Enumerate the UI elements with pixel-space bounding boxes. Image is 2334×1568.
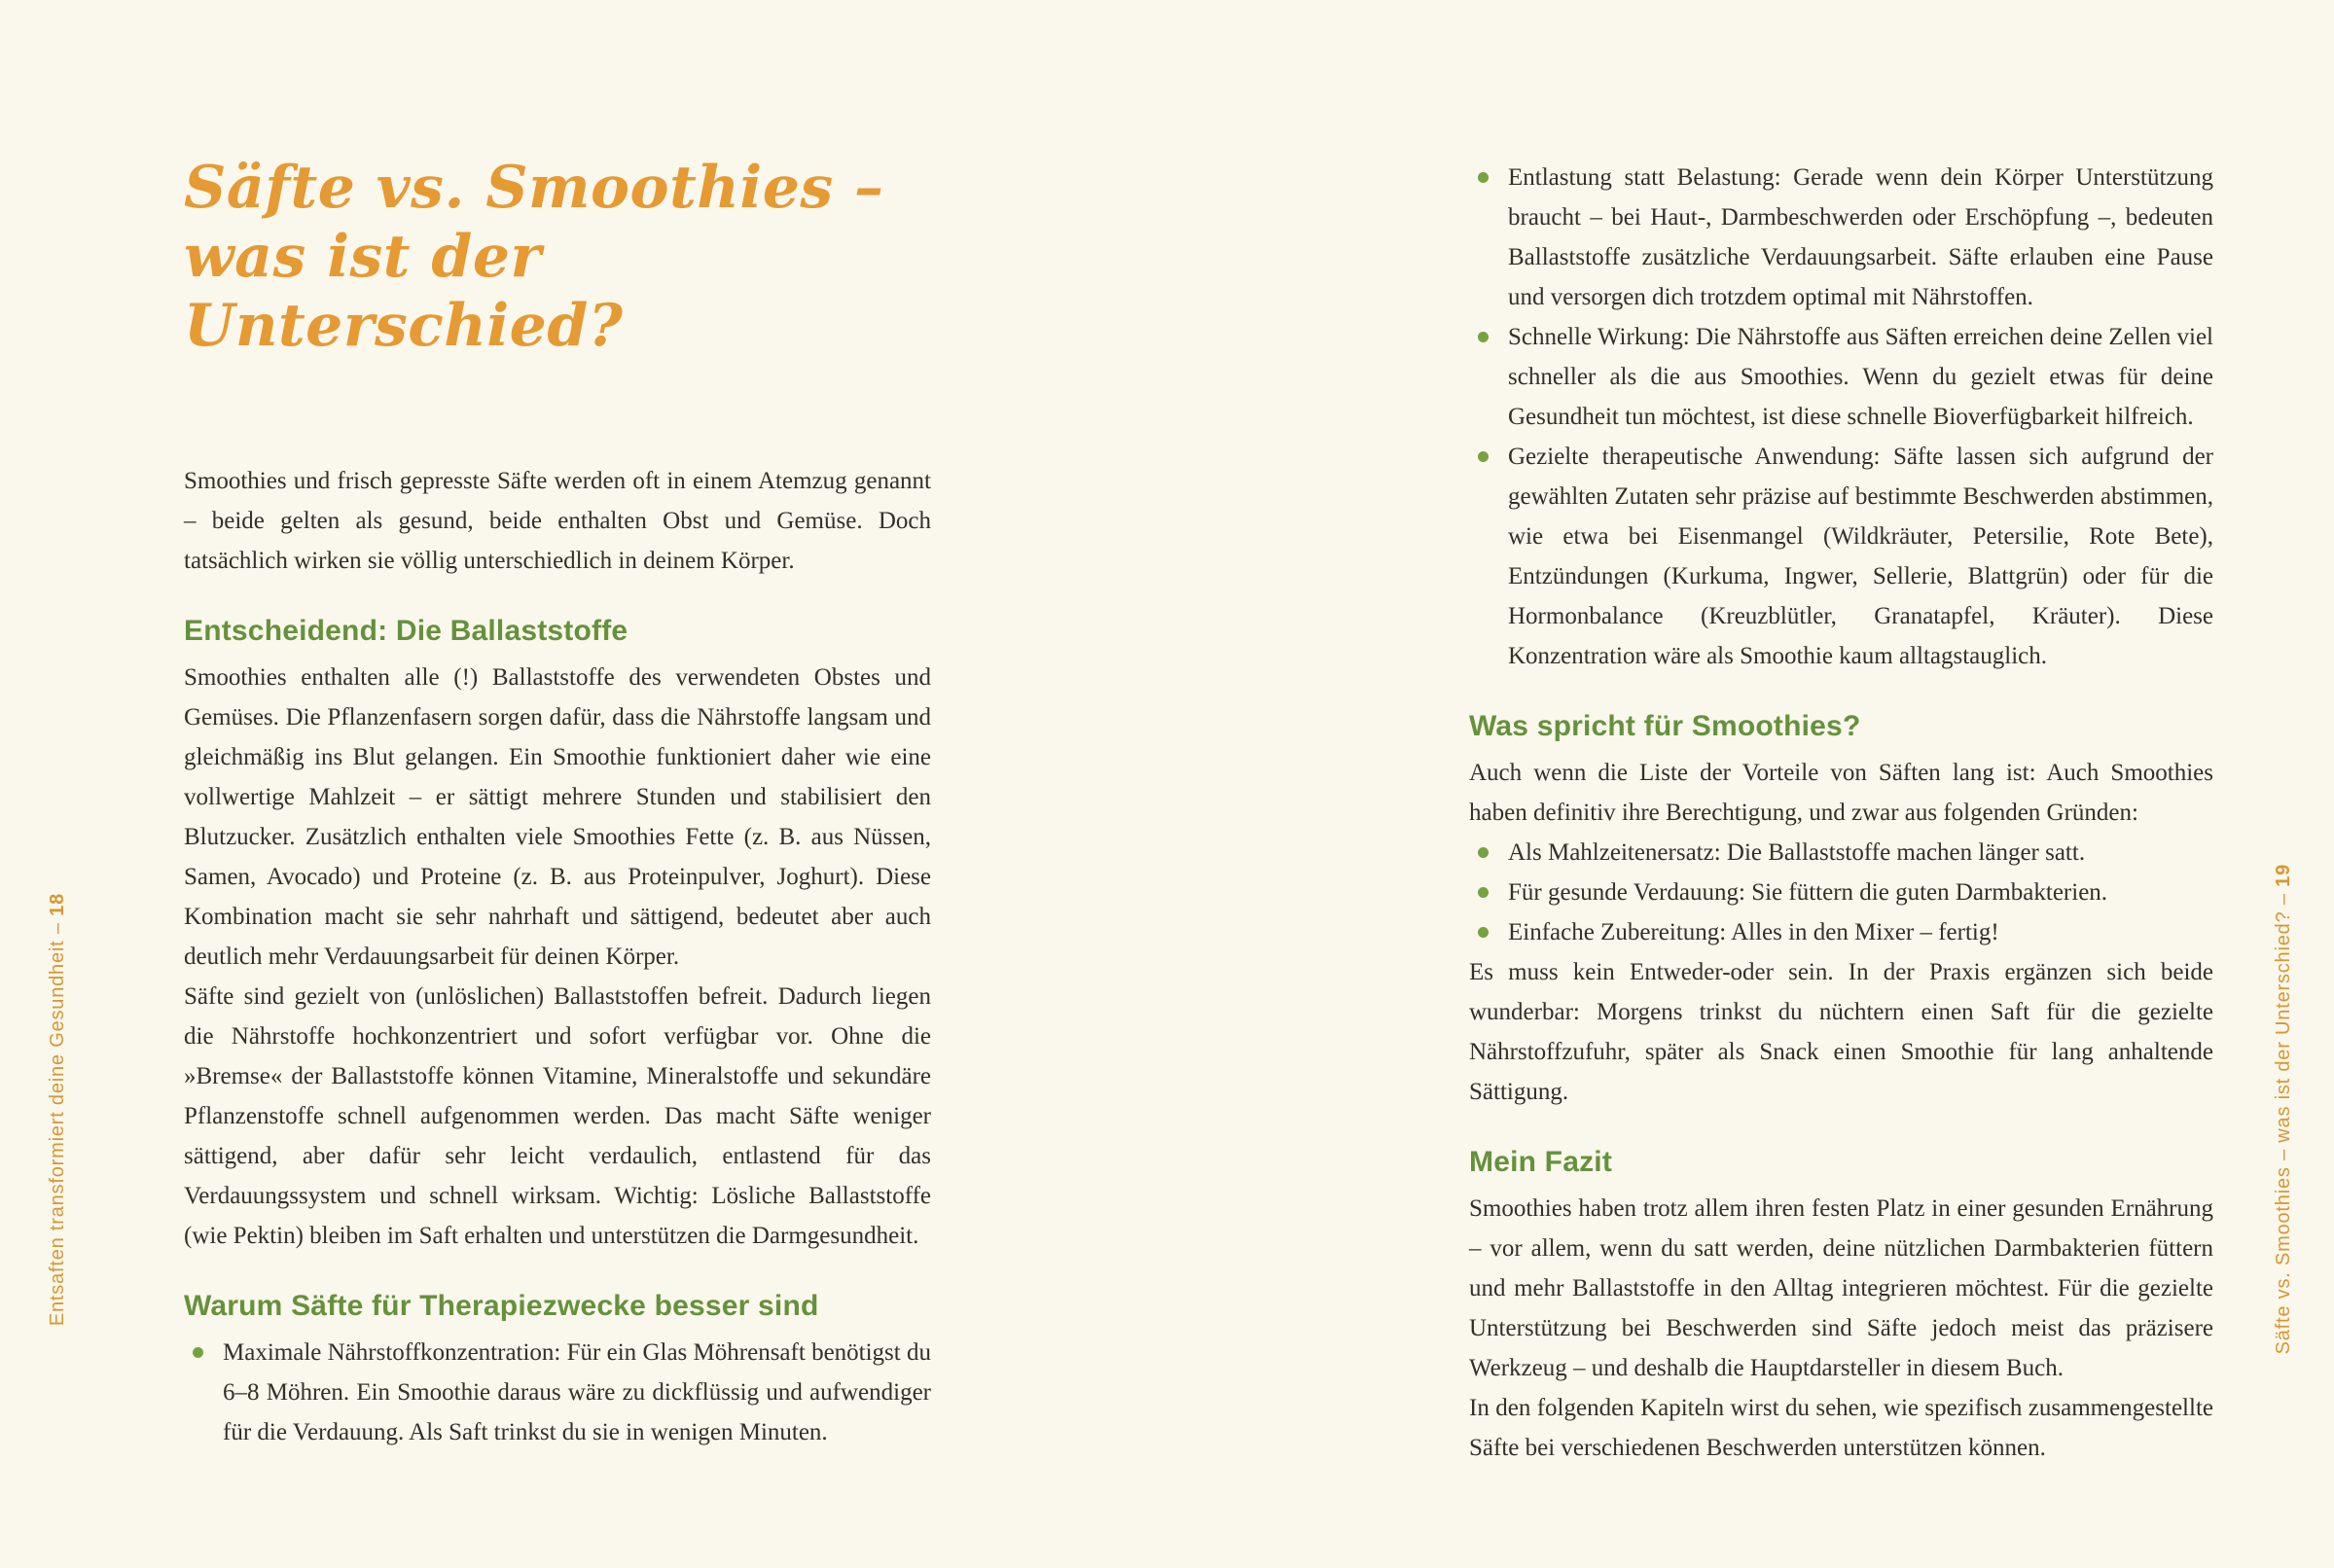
right-margin-label [2273, 864, 2295, 1354]
bullet-item-schnelle-wirkung [1469, 317, 2213, 437]
paragraph-fazit: Smoothies haben trotz allem ihren festen Platz in einer gesunden Ernährung – vor allem, wenn du satt werden, deine nützlichen Darmbakterien füttern und mehr Ballaststoffe in den Alltag integrieren möchtest. Für die gezielte Unterstützung bei Beschwerden sind Säfte jedoch meist das präzisere Werkzeug – und deshalb die Hauptdarsteller in diesem Buch. [1469, 1195, 2213, 1381]
bullet-item-therapeutische-anwendung [1469, 437, 2213, 676]
page-title [184, 154, 931, 360]
paragraph-saefte-ballaststoffe: Säfte sind gezielt von (unlöslichen) Ballaststoffen befreit. Dadurch liegen die Nährstoffe hochkonzentriert und sofort verfügbar vor. Ohne die »Bremse« der Ballaststoffe können Vitamine, Mineralstoffe und sekundäre Pflanzenstoffe schnell aufgenommen werden. Das macht Säfte weniger sättigend, aber dafür sehr leicht verdaulich, entlastend für das Verdauungssystem und schnell wirksam. Wichtig: Lösliche Ballaststoffe (wie Pektin) bleiben im Saft erhalten und unterstützen die Darmgesundheit. [184, 983, 931, 1250]
bullet-icon [1478, 172, 1489, 183]
heading-ballaststoffe: Entscheidend: Die Ballaststoffe [184, 615, 628, 648]
bullet-item-mahlzeitenersatz [1469, 833, 2213, 873]
left-margin-label [47, 893, 69, 1326]
bullet-text: Entlastung statt Belastung: Gerade wenn dein Körper Unterstützung braucht – bei Haut-, Darmbeschwerden oder Erschöpfung –, bedeuten Ballaststoffe zusätzliche Verdauungsarbeit. Säfte erlauben eine Pause und versorgen dich trotzdem optimal mit Nährstoffen. [1508, 164, 2213, 310]
bullet-icon [1478, 927, 1489, 938]
bullet-text: Als Mahlzeitenersatz: Die Ballaststoffe machen länger satt. [1508, 839, 2086, 866]
heading-mein-fazit: Mein Fazit [1469, 1146, 1613, 1178]
bullet-icon [1478, 451, 1489, 462]
bullet-text: Maximale Nährstoffkonzentration: Für ein Glas Möhrensaft benötigst du 6–8 Möhren. Ein Smoothie daraus wäre zu dickflüssig und aufwendiger für die Verdauung. Als Saft trinkst du sie in wenigen Minuten. [223, 1339, 931, 1446]
bullet-text: Schnelle Wirkung: Die Nährstoffe aus Säften erreichen deine Zellen viel schneller als die aus Smoothies. Wenn du gezielt etwas für deine Gesundheit tun möchtest, ist diese schnelle Bioverfügbarkeit hilfreich. [1508, 324, 2213, 430]
right-margin-text: Säfte vs. Smoothies – was ist der Unterschied? – [2273, 886, 2294, 1355]
bullet-icon [1478, 847, 1489, 858]
therapiezwecke-bullet-list [184, 1333, 931, 1452]
paragraph-smoothies-ballaststoffe: Smoothies enthalten alle (!) Ballaststoffe des verwendeten Obstes und Gemüses. Die Pflanzenfasern sorgen dafür, dass die Nährstoffe langsam und gleichmäßig ins Blut gelangen. Ein Smoothie funktioniert daher wie eine vollwertige Mahlzeit – er sättigt mehrere Stunden und stabilisiert den Blutzucker. Zusätzlich enthalten viele Smoothies Fette (z. B. aus Nüssen, Samen, Avocado) und Proteine (z. B. aus Proteinpulver, Joghurt). Diese Kombination macht sie sehr nahrhaft und sättigend, bedeutet aber auch deutlich mehr Verdauungsarbeit für deinen Körper. [184, 664, 931, 971]
page-title-line-1: Säfte vs. Smoothies – [184, 154, 884, 222]
paragraph-smoothies-vorteile-intro: Auch wenn die Liste der Vorteile von Säften lang ist: Auch Smoothies haben definitiv ihre Berechtigung, und zwar aus folgenden Gründen: [1469, 760, 2213, 826]
bullet-text: Einfache Zubereitung: Alles in den Mixer – fertig! [1508, 919, 1999, 945]
bullet-item-entlastung [1469, 158, 2213, 317]
bullet-text: Für gesunde Verdauung: Sie füttern die guten Darmbakterien. [1508, 879, 2108, 906]
bullet-text: Gezielte therapeutische Anwendung: Säfte lassen sich aufgrund der gewählten Zutaten sehr präzise auf bestimmte Beschwerden abstimmen, wie etwa bei Eisenmangel (Wildkräuter, Petersilie, Rote Bete), Entzündungen (Kurkuma, Ingwer, Sellerie, Blattgrün) oder für die Hormonbalance (Kreuzblütler, Granatapfel, Kräuter). Diese Konzentration wäre als Smoothie kaum alltagstauglich. [1508, 444, 2213, 669]
right-page-number: 19 [2273, 864, 2294, 887]
bullet-icon [1478, 332, 1489, 342]
paragraph-fazit-ausblick: In den folgenden Kapiteln wirst du sehen, wie spezifisch zusammengestellte Säfte bei verschiedenen Beschwerden unterstützen können. [1469, 1395, 2213, 1461]
left-page-number: 18 [47, 893, 68, 916]
paragraph-entweder-oder: Es muss kein Entweder-oder sein. In der Praxis ergänzen sich beide wunderbar: Morgens trinkst du nüchtern einen Saft für die gezielte Nährstoffzufuhr, später als Snack einen Smoothie für lang anhaltende Sättigung. [1469, 959, 2213, 1105]
bullet-icon [193, 1347, 203, 1358]
bullet-icon [1478, 887, 1489, 898]
heading-therapiezwecke: Warum Säfte für Therapiezwecke besser sind [184, 1290, 819, 1323]
smoothies-vorteile-bullet-list [1469, 833, 2213, 952]
bullet-item-naehrstoffkonzentration [184, 1333, 931, 1452]
intro-paragraph: Smoothies und frisch gepresste Säfte werden oft in einem Atemzug genannt – beide gelten als gesund, beide enthalten Obst und Gemüse. Doch tatsächlich wirken sie völlig unterschiedlich in deinem Körper. [184, 468, 931, 575]
bullet-item-zubereitung [1469, 912, 2213, 952]
heading-was-spricht-fuer-smoothies: Was spricht für Smoothies? [1469, 710, 1861, 742]
bullet-item-verdauung [1469, 873, 2213, 912]
page-right [1167, 0, 2334, 1568]
therapiezwecke-bullet-list-continued [1469, 158, 2213, 676]
left-margin-text: Entsaften transformiert deine Gesundheit – [47, 915, 68, 1327]
page-title-line-2: was ist der Unterschied? [184, 222, 624, 360]
